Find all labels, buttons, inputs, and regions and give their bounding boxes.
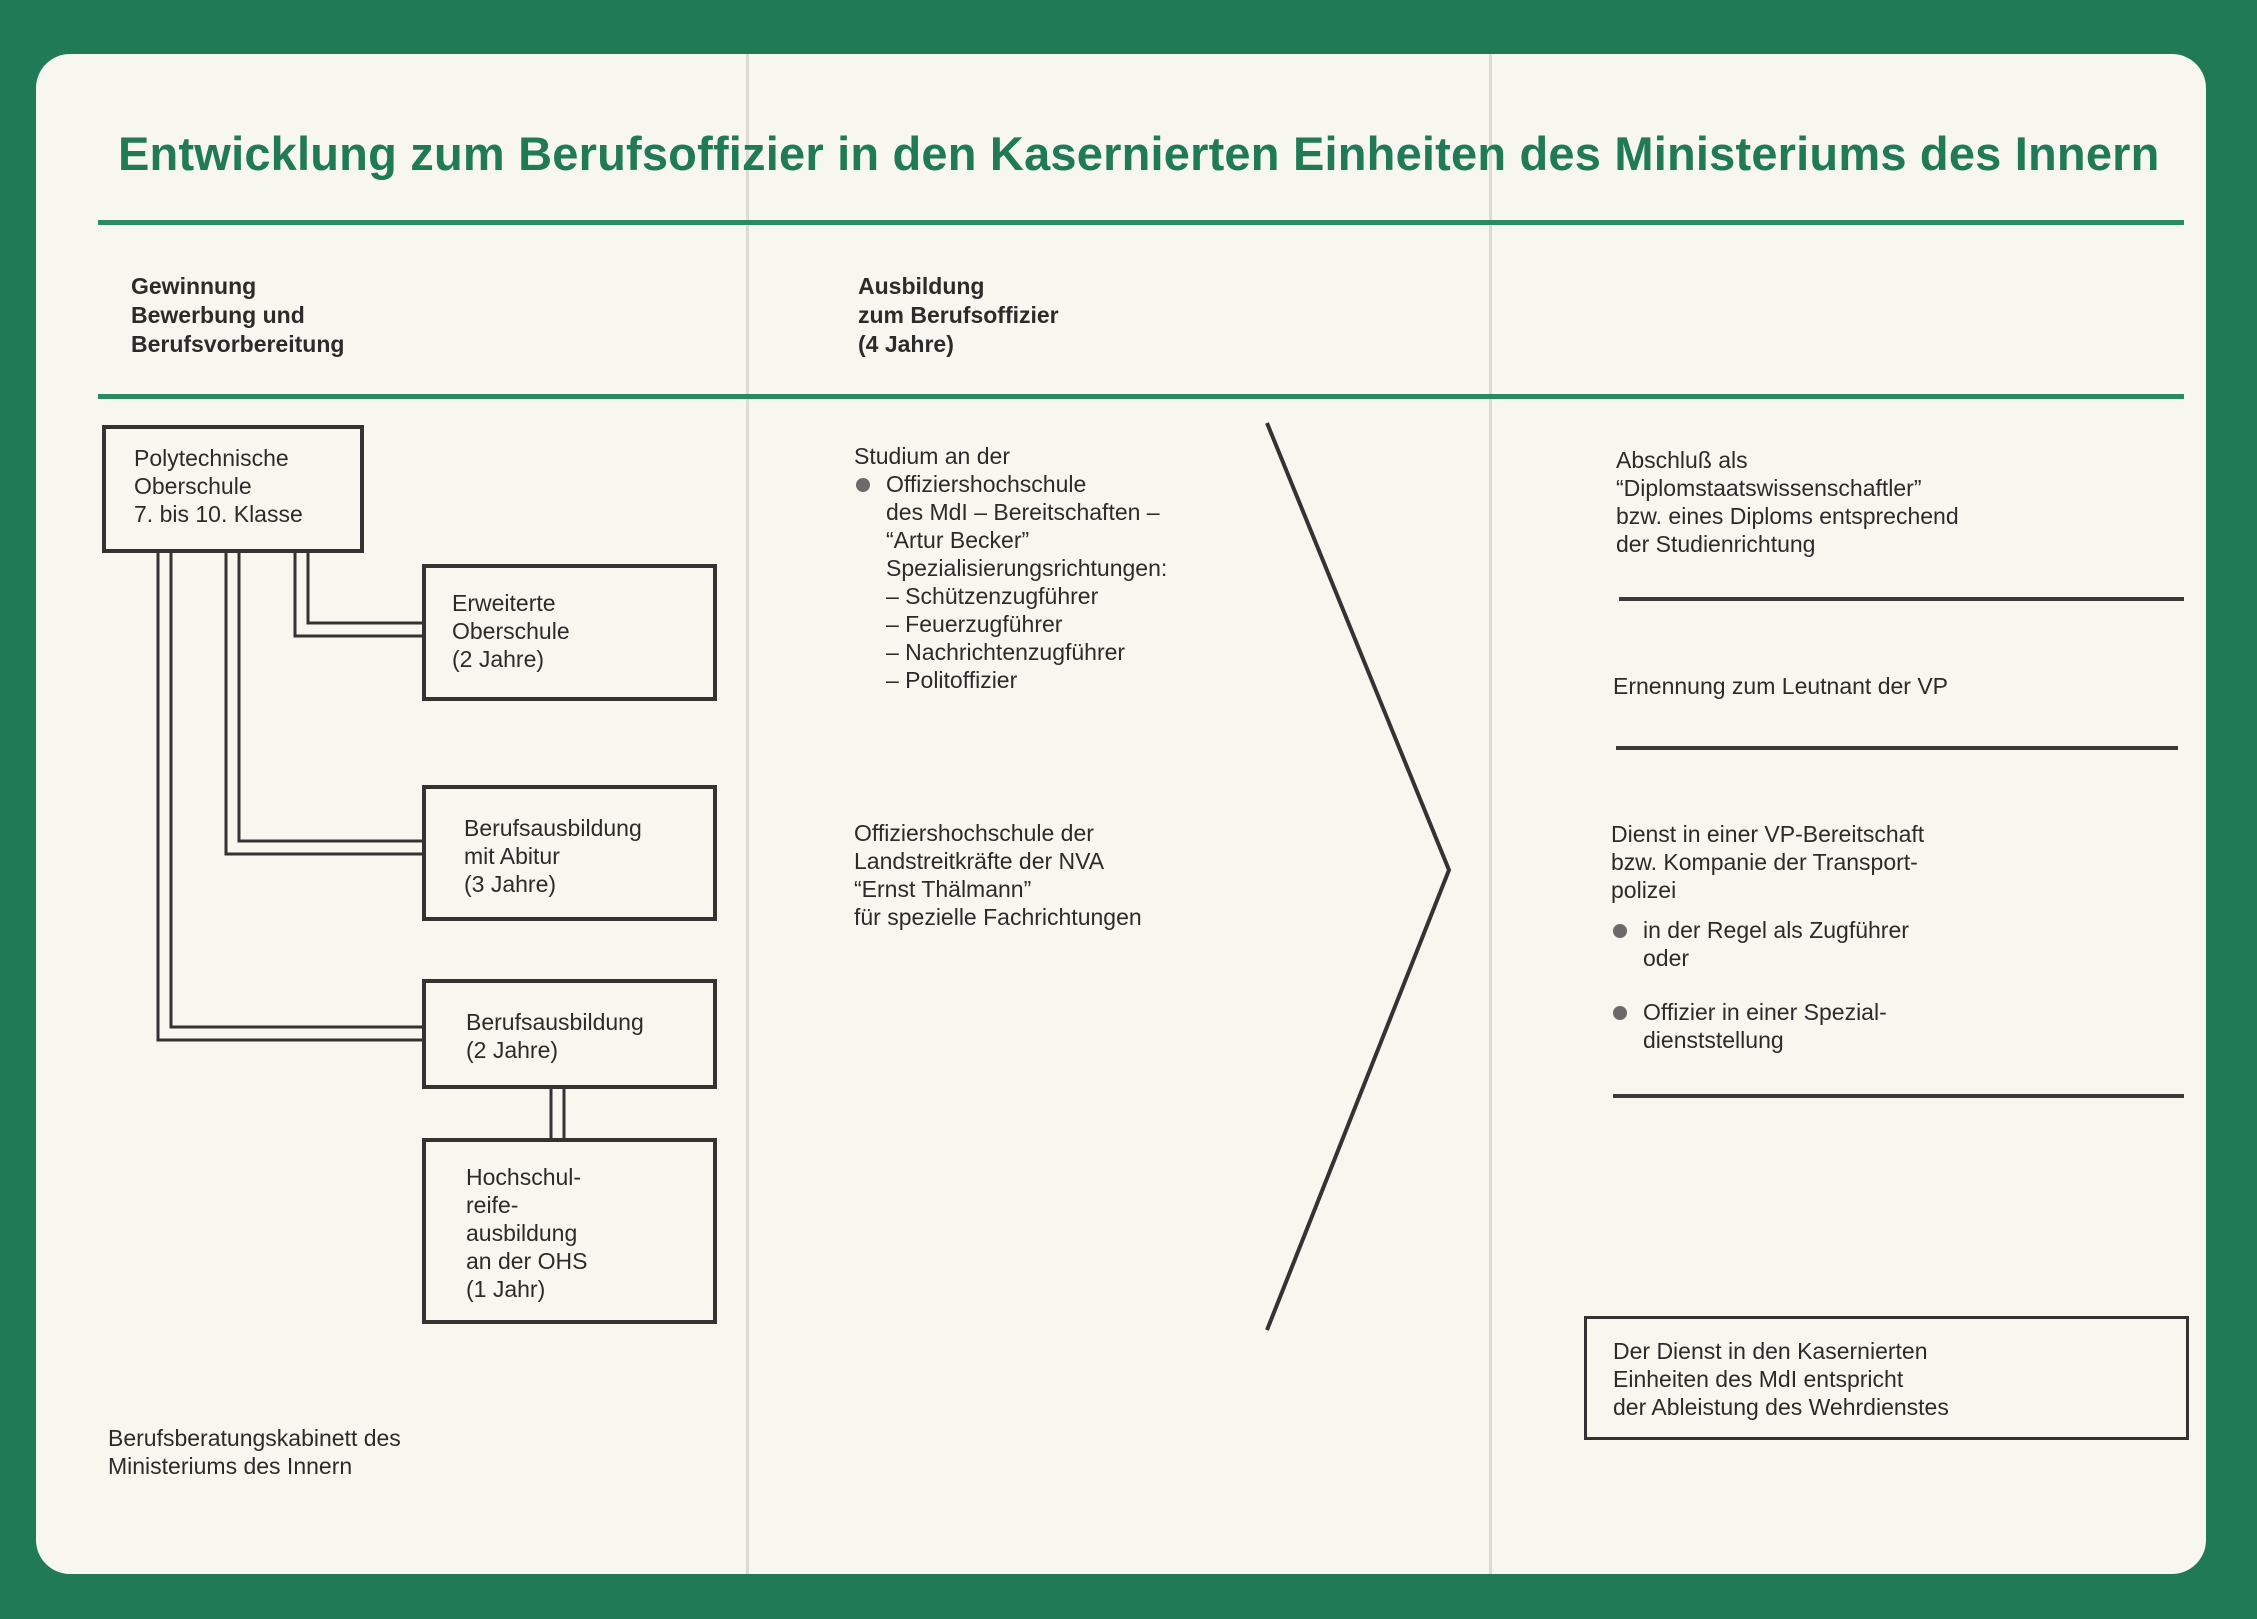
service-line: Dienst in einer VP-Bereitschaft (1611, 821, 1925, 847)
header-line: Gewinnung (131, 273, 257, 299)
box-polytechnic-school (102, 425, 364, 553)
box-line: Erweiterte (452, 590, 556, 616)
service-bullet-line: dienststellung (1643, 1027, 1784, 1053)
note-box (1584, 1316, 2189, 1440)
header-line: Berufsvorbereitung (131, 331, 345, 357)
degree-line: “Diplomstaatswissenschaftler” (1616, 475, 1922, 501)
nva-line: “Ernst Thälmann” (854, 876, 1032, 902)
box-line: 7. bis 10. Klasse (134, 501, 303, 527)
study-line: Spezialisierungsrichtungen: (886, 555, 1168, 581)
bullet-icon (1613, 924, 1627, 938)
study-line: “Artur Becker” (886, 527, 1030, 553)
connector-eos (308, 552, 424, 623)
brochure-sheet (36, 54, 2206, 1574)
box-line: (3 Jahre) (464, 871, 557, 897)
degree-block (1616, 446, 1959, 558)
note-line: Der Dienst in den Kasernierten (1613, 1338, 1928, 1364)
header-line: (4 Jahre) (858, 331, 954, 357)
service-line: bzw. Kompanie der Transport- (1611, 849, 1918, 875)
outcome-rule (1619, 597, 2184, 601)
nva-block (854, 819, 1142, 931)
connector-bma (226, 552, 424, 854)
box-extended-school (422, 564, 717, 701)
outcome-rule (1616, 746, 2178, 750)
nva-line: Offiziershochschule der (854, 820, 1094, 846)
study-school-item (854, 470, 1167, 694)
study-line: Offiziershochschule (886, 471, 1087, 497)
bullet-icon (856, 478, 870, 492)
degree-line: Abschluß als (1616, 447, 1748, 473)
outcome-rule (1613, 1094, 2184, 1098)
footer-line: Berufsberatungskabinett des (108, 1425, 401, 1451)
header-line: Ausbildung (858, 273, 985, 299)
specialization-item: – Schützenzugführer (886, 583, 1099, 609)
box-line: ausbildung (466, 1220, 578, 1246)
box-line: mit Abitur (464, 843, 560, 869)
box-vocational-abitur (422, 785, 717, 921)
nva-line: für spezielle Fachrichtungen (854, 904, 1142, 930)
progression-arrow (1267, 423, 1449, 1330)
connector-ba (158, 552, 424, 1040)
note-line: Einheiten des MdI entspricht (1613, 1366, 1904, 1392)
service-bullet-line: oder (1643, 945, 1690, 971)
box-line: (1 Jahr) (466, 1276, 546, 1302)
bullet-icon (1613, 1006, 1627, 1020)
specialization-item: – Feuerzugführer (886, 611, 1063, 637)
service-line: polizei (1611, 877, 1677, 903)
service-block (1611, 820, 1924, 1054)
footer-line: Ministeriums des Innern (108, 1453, 353, 1479)
box-line: (2 Jahre) (452, 646, 545, 672)
service-bullet-item (1611, 916, 1924, 972)
service-bullet-line: Offizier in einer Spezial- (1643, 999, 1887, 1025)
footer-credit (108, 1424, 401, 1480)
box-university-entrance (422, 1138, 717, 1324)
box-line: an der OHS (466, 1248, 588, 1274)
page-title: Entwicklung zum Berufsoffizier in den Kasernierten Einheiten des Ministeriums des Innern (118, 127, 2160, 180)
nva-line: Landstreitkräfte der NVA (854, 848, 1105, 874)
box-line: Berufsausbildung (466, 1009, 644, 1035)
study-intro: Studium an der (854, 443, 1010, 469)
appointment-text: Ernennung zum Leutnant der VP (1613, 673, 1949, 699)
connector-bma (239, 552, 424, 841)
header-line: zum Berufsoffizier (858, 302, 1059, 328)
study-line: des MdI – Bereitschaften – (886, 499, 1160, 525)
specialization-item: – Nachrichtenzugführer (886, 639, 1126, 665)
box-vocational-training (422, 979, 717, 1089)
service-bullet-item (1611, 998, 1924, 1054)
degree-line: der Studienrichtung (1616, 531, 1816, 557)
note-line: der Ableistung des Wehrdienstes (1613, 1394, 1949, 1420)
box-line: Hochschul- (466, 1164, 582, 1190)
study-block (854, 442, 1167, 694)
header-line: Bewerbung und (131, 302, 305, 328)
box-line: (2 Jahre) (466, 1037, 559, 1063)
specialization-item: – Politoffizier (886, 667, 1018, 693)
box-line: reife- (466, 1192, 519, 1218)
box-line: Oberschule (134, 473, 252, 499)
service-bullet-line: in der Regel als Zugführer (1643, 917, 1909, 943)
box-line: Berufsausbildung (464, 815, 642, 841)
box-line: Polytechnische (134, 445, 289, 471)
box-line: Oberschule (452, 618, 570, 644)
degree-line: bzw. eines Diploms entsprechend (1616, 503, 1959, 529)
